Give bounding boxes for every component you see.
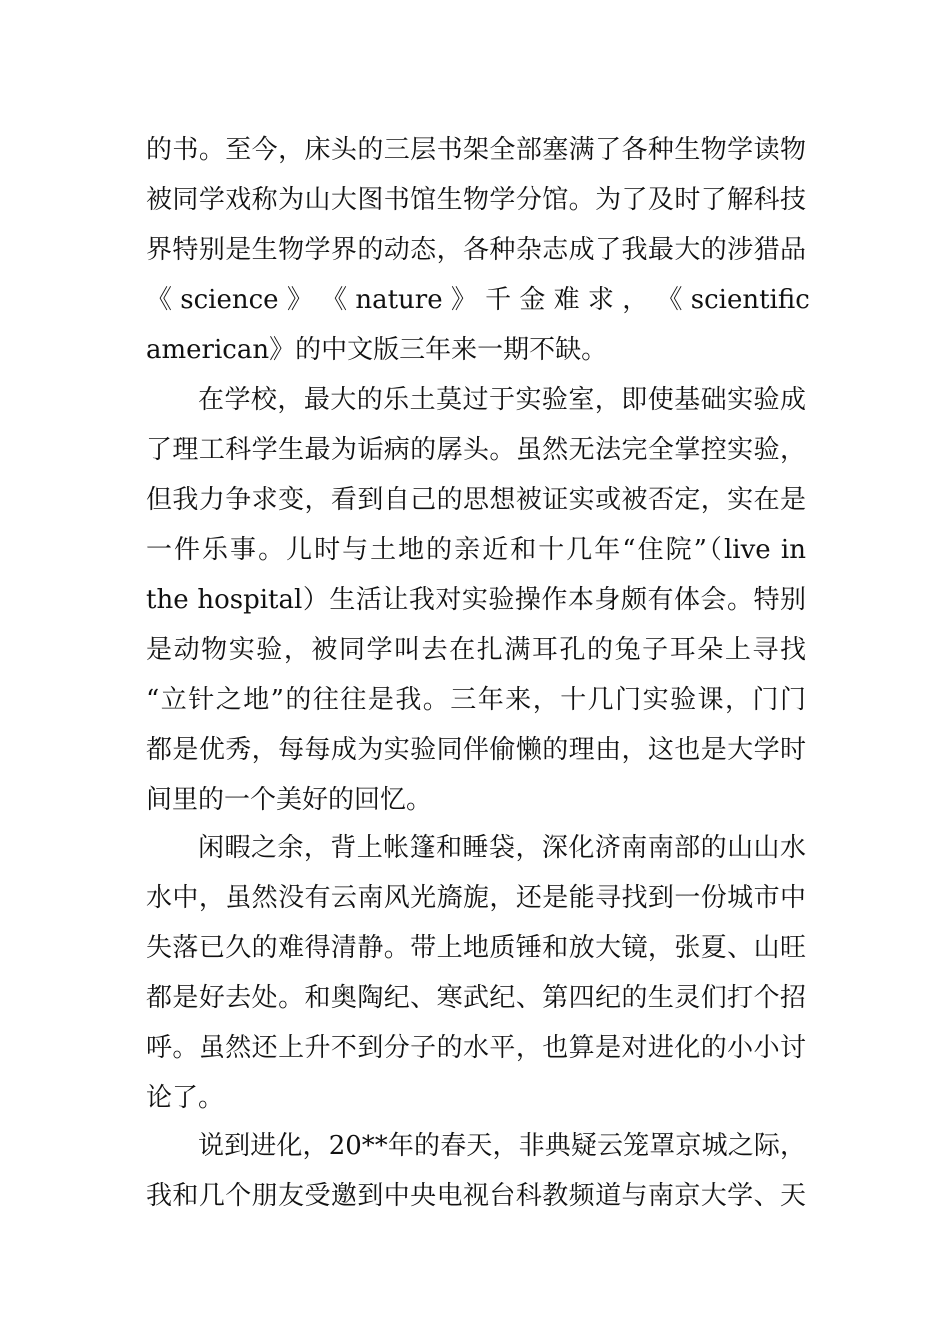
text-line-22: 我和几个朋友受邀到中央电视台科教频道与南京大学、天 — [146, 1181, 806, 1211]
text-line-8: 但我力争求变，看到自己的思想被证实或被否定，实在是 — [146, 485, 806, 515]
text-line-2: 被同学戏称为山大图书馆生物学分馆。为了及时了解科技 — [146, 185, 806, 215]
text-line-10: the hospital）生活让我对实验操作本身颇有体会。特别 — [146, 585, 806, 615]
paragraph-start-line-21: 说到进化，20**年的春天，非典疑云笼罩京城之际， — [198, 1131, 806, 1161]
text-line-7: 了理工科学生最为诟病的孱头。虽然无法完全掌控实验， — [146, 435, 806, 465]
text-line-18: 都是好去处。和奥陶纪、寒武纪、第四纪的生灵们打个招 — [146, 983, 806, 1013]
text-line-5: american》的中文版三年来一期不缺。 — [146, 335, 608, 365]
text-line-19: 呼。虽然还上升不到分子的水平，也算是对进化的小小讨 — [146, 1033, 806, 1063]
text-line-13: 都是优秀，每每成为实验同伴偷懒的理由，这也是大学时 — [146, 735, 806, 765]
text-line-3: 界特别是生物学界的动态，各种杂志成了我最大的涉猎品 — [146, 235, 806, 265]
text-line-4: 《 science 》 《 nature 》 千 金 难 求 ， 《 scientific — [146, 285, 810, 315]
paragraph-start-line-6: 在学校，最大的乐土莫过于实验室，即使基础实验成 — [198, 385, 806, 415]
text-line-17: 失落已久的难得清静。带上地质锤和放大镜，张夏、山旺 — [146, 933, 806, 963]
paragraph-start-line-15: 闲暇之余，背上帐篷和睡袋，深化济南南部的山山水 — [198, 833, 806, 863]
text-line-9: 一件乐事。儿时与土地的亲近和十几年“住院”（live in — [146, 535, 806, 565]
text-line-20: 论了。 — [146, 1083, 225, 1113]
text-line-1: 的书。至今，床头的三层书架全部塞满了各种生物学读物 — [146, 135, 806, 165]
text-line-16: 水中，虽然没有云南风光旖旎，还是能寻找到一份城市中 — [146, 883, 806, 913]
text-line-14: 间里的一个美好的回忆。 — [146, 785, 433, 815]
text-line-12: “立针之地”的往往是我。三年来，十几门实验课，门门 — [146, 685, 806, 715]
text-line-11: 是动物实验，被同学叫去在扎满耳孔的兔子耳朵上寻找 — [146, 635, 806, 665]
